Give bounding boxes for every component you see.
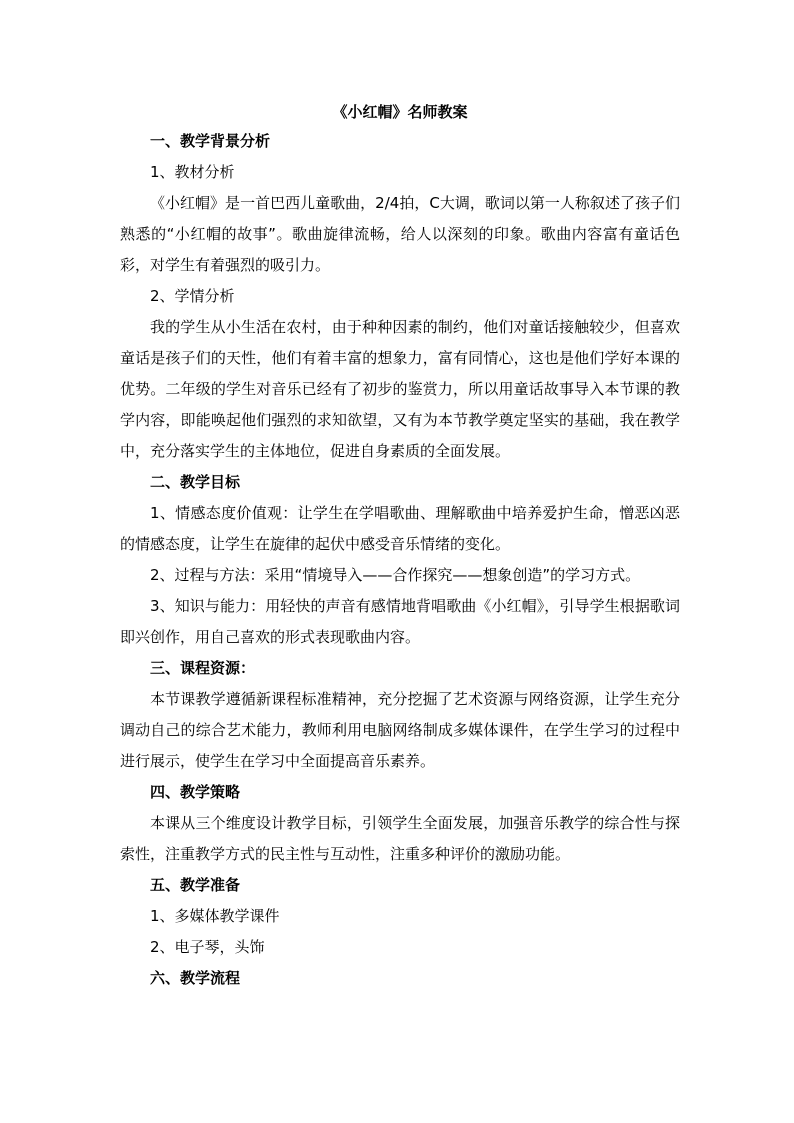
section-heading-resources: 三、课程资源： xyxy=(150,659,256,677)
document-title: 《小红帽》名师教案 xyxy=(332,103,468,121)
list-item-multimedia: 1、多媒体教学课件 xyxy=(150,907,280,925)
section-heading-preparation: 五、教学准备 xyxy=(150,876,241,894)
document-page xyxy=(120,98,680,994)
section-heading-strategy: 四、教学策略 xyxy=(150,783,241,801)
paragraph-textbook-analysis: 《小红帽》是一首巴西儿童歌曲，2/4拍，C大调，歌词以第一人称叙述了孩子们熟悉的“小红帽的故事”。歌曲旋律流畅，给人以深刻的印象。歌曲内容富有童话色彩，对学生有着强烈的吸引力。 xyxy=(120,194,680,274)
paragraph-strategy: 本课从三个维度设计教学目标，引领学生全面发展，加强音乐教学的综合性与探索性，注重教学方式的民主性与互动性，注重多种评价的激励功能。 xyxy=(120,814,680,863)
paragraph-student-analysis: 我的学生从小生活在农村，由于种种因素的制约，他们对童话接触较少，但喜欢童话是孩子们的天性，他们有着丰富的想象力，富有同情心，这也是他们学好本课的优势。二年级的学生对音乐已经有了初步的鉴赏力，所以用童话故事导入本节课的教学内容，即能唤起他们强烈的求知欲望，又有为本节教学奠定坚实的基础，我在教学中，充分落实学生的主体地位，促进自身素质的全面发展。 xyxy=(120,318,680,460)
paragraph-objective-process: 2、过程与方法：采用“情境导入——合作探究——想象创造”的学习方式。 xyxy=(150,566,641,584)
subheading-textbook-analysis: 1、教材分析 xyxy=(150,163,235,181)
list-item-keyboard: 2、电子琴，头饰 xyxy=(150,938,265,956)
paragraph-objective-emotion: 1、情感态度价值观：让学生在学唱歌曲、理解歌曲中培养爱护生命，憎恶凶恶的情感态度，让学生在旋律的起伏中感受音乐情绪的变化。 xyxy=(120,504,680,553)
section-heading-background: 一、教学背景分析 xyxy=(150,132,271,150)
paragraph-objective-knowledge: 3、知识与能力：用轻快的声音有感情地背唱歌曲《小红帽》，引导学生根据歌词即兴创作，用自己喜欢的形式表现歌曲内容。 xyxy=(120,597,680,646)
paragraph-resources: 本节课教学遵循新课程标准精神，充分挖掘了艺术资源与网络资源，让学生充分调动自己的综合艺术能力，教师利用电脑网络制成多媒体课件，在学生学习的过程中进行展示，使学生在学习中全面提高音乐素养。 xyxy=(120,690,680,770)
section-heading-objectives: 二、教学目标 xyxy=(150,473,241,491)
section-heading-procedure: 六、教学流程 xyxy=(150,969,241,987)
subheading-student-analysis: 2、学情分析 xyxy=(150,287,235,305)
